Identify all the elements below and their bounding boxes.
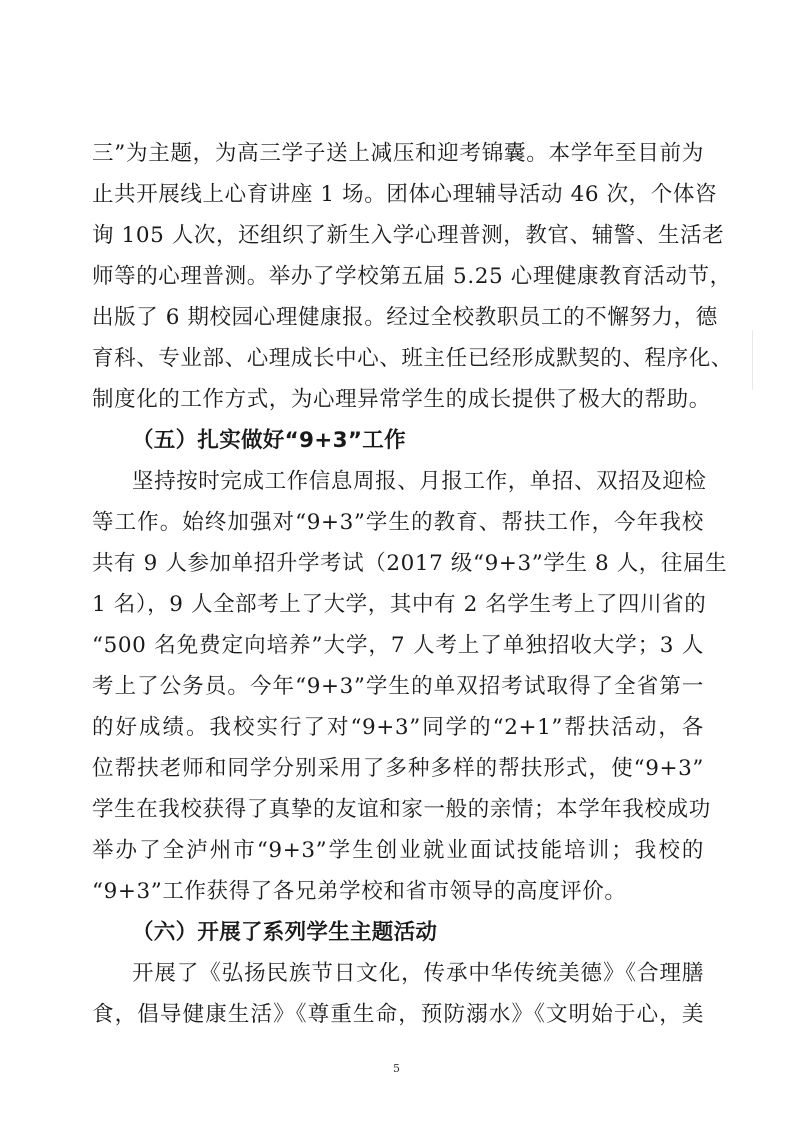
paragraph-line: 学生在我校获得了真挚的友谊和家一般的亲情；本学年我校成功 (92, 797, 711, 822)
paragraph-line: “9+3”工作获得了各兄弟学校和省市领导的高度评价。 (92, 879, 627, 904)
section-heading: （五）扎实做好“9+3”工作 (132, 428, 406, 453)
paragraph-line: 举办了全泸州市“9+3”学生创业就业面试技能培训；我校的 (92, 838, 704, 863)
paragraph-line: 共有 9 人参加单招升学考试（2017 级“9+3”学生 8 人，往届生 (92, 551, 728, 576)
paragraph-line: “500 名免费定向培养”大学，7 人考上了单独招收大学；3 人 (92, 633, 704, 658)
paragraph-line: 坚持按时完成工作信息周报、月报工作，单招、双招及迎检 (132, 469, 707, 494)
paragraph-line: 师等的心理普测。举办了学校第五届 5.25 心理健康教育活动节， (92, 264, 732, 289)
section-heading: （六）开展了系列学生主题活动 (132, 920, 438, 945)
paragraph-line: 出版了 6 期校园心理健康报。经过全校教职员工的不懈努力，德 (92, 305, 718, 330)
paragraph-line: 制度化的工作方式，为心理异常学生的成长提供了极大的帮助。 (92, 387, 711, 412)
paragraph-line: 的好成绩。我校实行了对“9+3”同学的“2+1”帮扶活动，各 (92, 715, 704, 740)
paragraph-line: 考上了公务员。今年“9+3”学生的单双招考试取得了全省第一 (92, 674, 704, 699)
paragraph-line: 三”为主题，为高三学子送上减压和迎考锦囊。本学年至目前为 (92, 141, 704, 166)
paragraph-line: 食，倡导健康生活》《尊重生命，预防溺水》《文明始于心，美 (92, 1002, 704, 1027)
paragraph-line: 询 105 人次，还组织了新生入学心理普测，教官、辅警、生活老 (92, 223, 725, 248)
scan-edge-mark (752, 330, 753, 390)
paragraph-line: 位帮扶老师和同学分别采用了多种多样的帮扶形式，使“9+3” (92, 756, 704, 781)
page-number: 5 (393, 1062, 400, 1075)
paragraph-line: 止共开展线上心育讲座 1 场。团体心理辅导活动 46 次，个体咨 (92, 182, 718, 207)
paragraph-line: 育科、专业部、心理成长中心、班主任已经形成默契的、程序化、 (92, 346, 733, 371)
paragraph-line: 1 名），9 人全部考上了大学，其中有 2 名学生考上了四川省的 (92, 592, 707, 617)
paragraph-line: 等工作。始终加强对“9+3”学生的教育、帮扶工作，今年我校 (92, 510, 704, 535)
paragraph-line: 开展了《弘扬民族节日文化，传承中华传统美德》《合理膳 (132, 961, 704, 986)
